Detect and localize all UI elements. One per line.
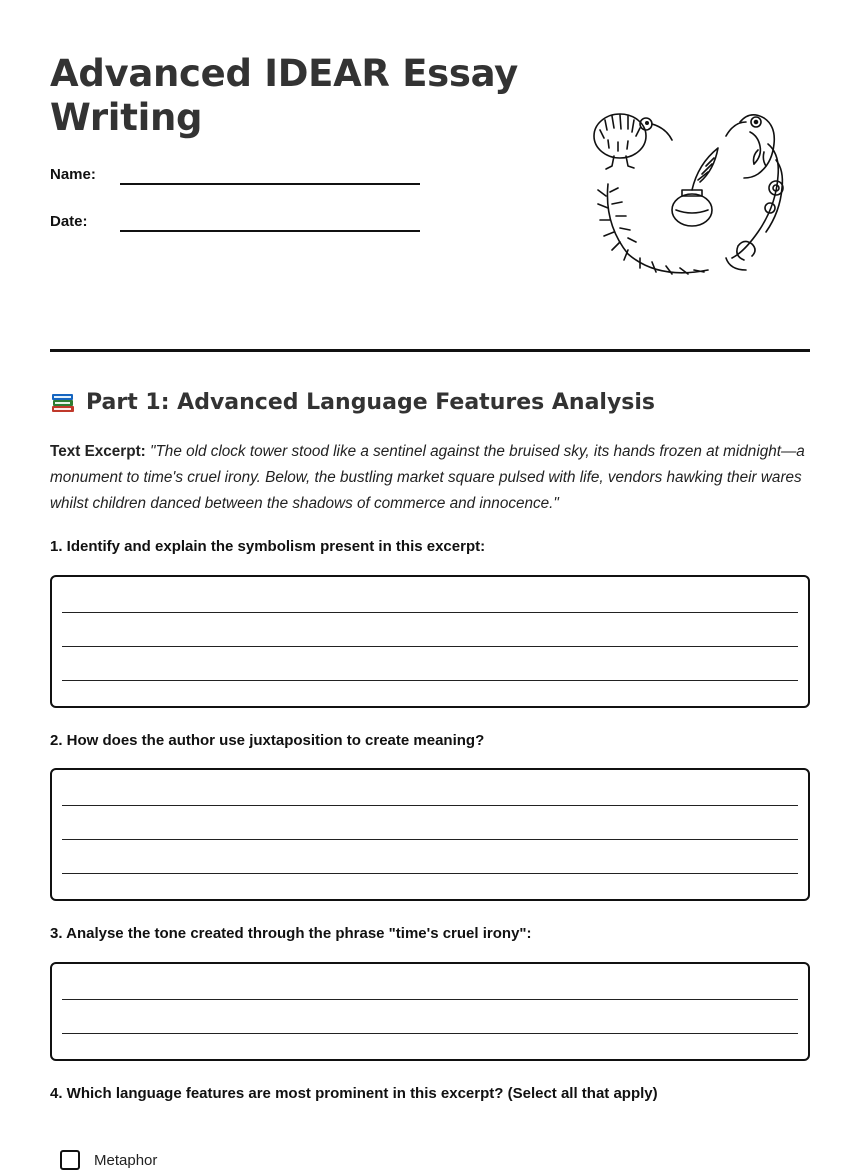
question-1: 1. Identify and explain the symbolism present in this excerpt: <box>50 538 486 555</box>
answer-line <box>62 612 798 613</box>
answer-line <box>62 805 798 806</box>
kiwi-bird-ink-illustration <box>570 100 800 290</box>
stylised-bird-icon <box>726 115 783 270</box>
option-metaphor[interactable] <box>60 1150 157 1170</box>
option-label: Metaphor <box>94 1151 158 1169</box>
excerpt-quote: "The old clock tower stood like a sentinel against the bruised sky, its hands frozen at midnight—a monument to time's cruel irony. Below, the bustling market square pulsed with life, vendors hawking their wares whilst children danced between the shadows of commerce and innocence." <box>50 443 805 512</box>
answer-line <box>62 873 798 874</box>
fern-icon <box>598 184 708 274</box>
question-3: 3. Analyse the tone created through the phrase "time's cruel irony": <box>50 925 532 942</box>
checkbox[interactable] <box>60 1150 80 1170</box>
books-icon <box>50 389 76 415</box>
date-label: Date: <box>50 213 88 230</box>
ink-pot-quill-icon <box>672 148 718 226</box>
kiwi-icon <box>594 114 672 169</box>
name-label: Name: <box>50 166 96 183</box>
section-divider <box>50 349 810 352</box>
answer-line <box>62 646 798 647</box>
answer-box-1[interactable] <box>50 575 810 708</box>
question-2: 2. How does the author use juxtaposition to create meaning? <box>50 732 485 749</box>
answer-line <box>62 680 798 681</box>
page-title: Advanced IDEAR Essay Writing <box>50 52 518 139</box>
name-field <box>50 166 420 190</box>
answer-box-2[interactable] <box>50 768 810 901</box>
excerpt-lead: Text Excerpt: <box>50 443 146 460</box>
name-input-line[interactable] <box>120 183 420 185</box>
date-input-line[interactable] <box>120 230 420 232</box>
text-excerpt <box>50 439 810 517</box>
answer-line <box>62 1033 798 1034</box>
section-heading-part-1 <box>50 389 655 415</box>
date-field <box>50 213 420 237</box>
question-4: 4. Which language features are most prominent in this excerpt? (Select all that apply) <box>50 1085 658 1102</box>
section-heading-text: Part 1: Advanced Language Features Analysis <box>86 389 656 415</box>
answer-box-3[interactable] <box>50 962 810 1061</box>
answer-line <box>62 999 798 1000</box>
answer-line <box>62 839 798 840</box>
